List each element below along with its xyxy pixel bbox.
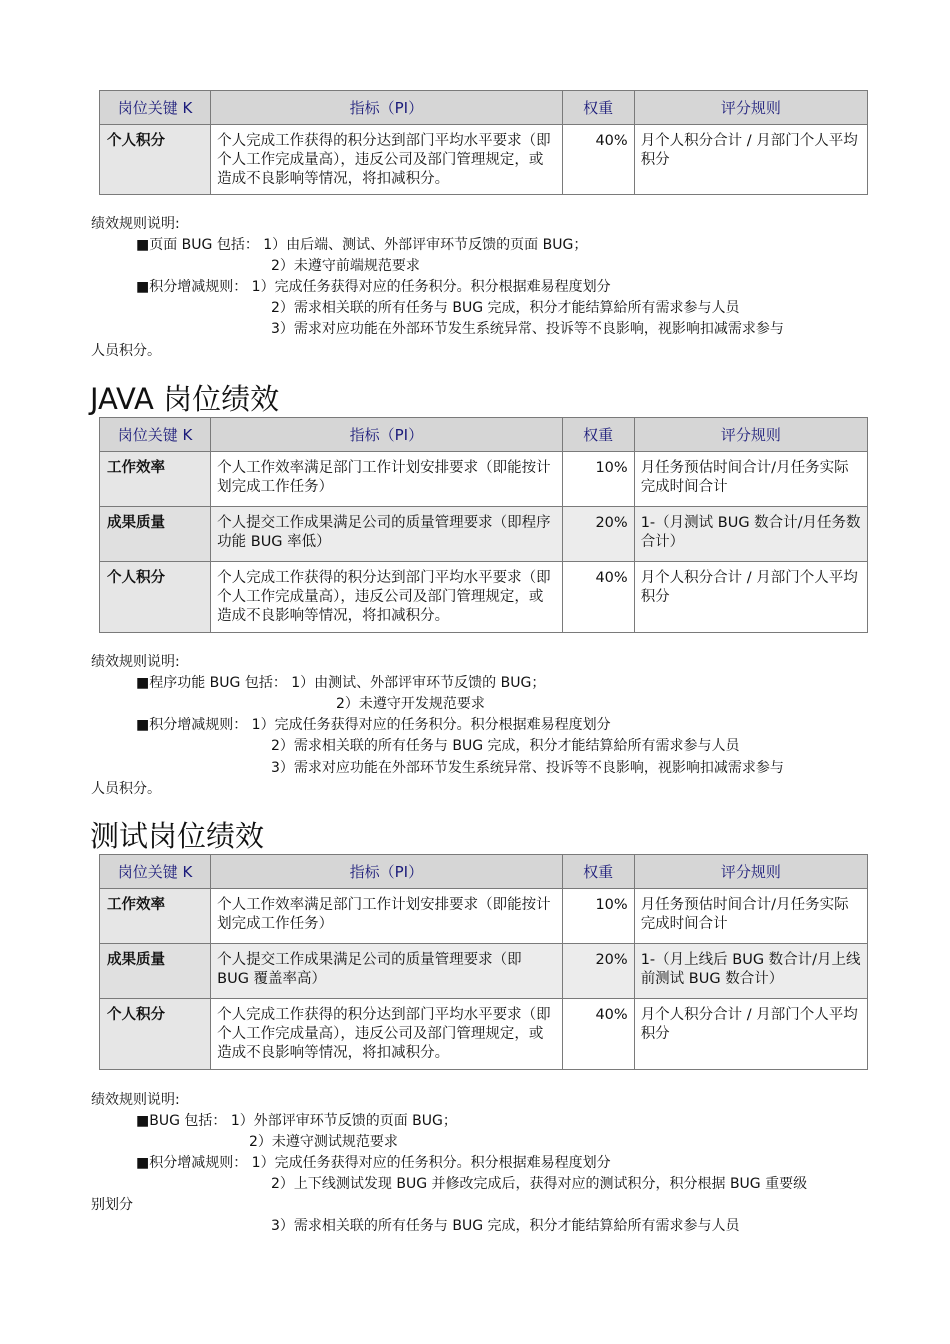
header-key: 岗位关键 K bbox=[100, 418, 211, 452]
cell-rule: 月个人积分合计 / 月部门个人平均积分 bbox=[634, 562, 867, 633]
kpi-table-test bbox=[99, 854, 868, 1070]
cell-indicator: 个人完成工作获得的积分达到部门平均水平要求（即个人工作完成量高），违反公司及部门管理规定，或造成不良影响等情况，将扣减积分。 bbox=[211, 999, 562, 1070]
cell-indicator: 个人工作效率满足部门工作计划安排要求（即能按计划完成工作任务） bbox=[211, 889, 562, 944]
cell-rule: 1-（月测试 BUG 数合计/月任务数合计） bbox=[634, 507, 867, 562]
notes-line: 3）需求对应功能在外部环节发生系统异常、投诉等不良影响，视影响扣减需求参与 bbox=[271, 760, 784, 776]
cell-weight: 20% bbox=[562, 944, 634, 999]
table-header-row bbox=[100, 418, 868, 452]
notes-line: ■程序功能 BUG 包括： 1）由测试、外部评审环节反馈的 BUG； bbox=[136, 675, 546, 691]
notes-line: 2）未遵守前端规范要求 bbox=[271, 258, 420, 274]
cell-key: 个人积分 bbox=[100, 562, 211, 633]
header-rule: 评分规则 bbox=[634, 418, 867, 452]
notes-line: ■积分增减规则： 1）完成任务获得对应的任务积分。积分根据难易程度划分 bbox=[136, 717, 611, 733]
section-title-test: 测试岗位绩效 bbox=[90, 819, 265, 853]
notes-title: 绩效规则说明: bbox=[91, 216, 180, 232]
table-header-row bbox=[100, 91, 868, 125]
cell-rule: 月个人积分合计 / 月部门个人平均积分 bbox=[634, 999, 867, 1070]
header-indicator: 指标（PI） bbox=[211, 91, 562, 125]
cell-rule: 1-（月上线后 BUG 数合计/月上线前测试 BUG 数合计） bbox=[634, 944, 867, 999]
table-row bbox=[100, 889, 868, 944]
cell-rule: 月个人积分合计 / 月部门个人平均积分 bbox=[634, 125, 867, 195]
cell-rule: 月任务预估时间合计/月任务实际完成时间合计 bbox=[634, 889, 867, 944]
cell-rule: 月任务预估时间合计/月任务实际完成时间合计 bbox=[634, 452, 867, 507]
table-row bbox=[100, 125, 868, 195]
notes-line: 人员积分。 bbox=[91, 343, 161, 359]
cell-key: 个人积分 bbox=[100, 999, 211, 1070]
table-row bbox=[100, 452, 868, 507]
cell-weight: 20% bbox=[562, 507, 634, 562]
cell-weight: 10% bbox=[562, 889, 634, 944]
cell-weight: 10% bbox=[562, 452, 634, 507]
cell-weight: 40% bbox=[562, 999, 634, 1070]
notes-title: 绩效规则说明: bbox=[91, 1092, 180, 1108]
notes-line: 2）未遵守测试规范要求 bbox=[249, 1134, 398, 1150]
notes-line: 3）需求相关联的所有任务与 BUG 完成，积分才能结算給所有需求参与人员 bbox=[271, 1218, 740, 1234]
table-row bbox=[100, 999, 868, 1070]
cell-indicator: 个人完成工作获得的积分达到部门平均水平要求（即个人工作完成量高），违反公司及部门管理规定，或造成不良影响等情况，将扣减积分。 bbox=[211, 125, 562, 195]
cell-indicator: 个人提交工作成果满足公司的质量管理要求（即 BUG 覆盖率高） bbox=[211, 944, 562, 999]
table-row bbox=[100, 562, 868, 633]
table-header-row bbox=[100, 855, 868, 889]
notes-line: 人员积分。 bbox=[91, 781, 161, 797]
notes-line: 2）需求相关联的所有任务与 BUG 完成，积分才能结算給所有需求参与人员 bbox=[271, 300, 740, 316]
cell-key: 工作效率 bbox=[100, 452, 211, 507]
header-indicator: 指标（PI） bbox=[211, 418, 562, 452]
notes-line: 2）上下线测试发现 BUG 并修改完成后，获得对应的测试积分，积分根据 BUG 重要级 bbox=[271, 1176, 808, 1192]
cell-indicator: 个人工作效率满足部门工作计划安排要求（即能按计划完成工作任务） bbox=[211, 452, 562, 507]
cell-indicator: 个人完成工作获得的积分达到部门平均水平要求（即个人工作完成量高），违反公司及部门管理规定，或造成不良影响等情况，将扣减积分。 bbox=[211, 562, 562, 633]
cell-indicator: 个人提交工作成果满足公司的质量管理要求（即程序功能 BUG 率低） bbox=[211, 507, 562, 562]
notes-line: ■BUG 包括： 1）外部评审环节反馈的页面 BUG； bbox=[136, 1113, 457, 1129]
cell-key: 成果质量 bbox=[100, 507, 211, 562]
notes-line: 2）未遵守开发规范要求 bbox=[336, 696, 485, 712]
notes-line: ■页面 BUG 包括： 1）由后端、测试、外部评审环节反馈的页面 BUG； bbox=[136, 237, 588, 253]
notes-line: ■积分增减规则： 1）完成任务获得对应的任务积分。积分根据难易程度划分 bbox=[136, 279, 611, 295]
header-rule: 评分规则 bbox=[634, 91, 867, 125]
notes-title: 绩效规则说明: bbox=[91, 654, 180, 670]
header-key: 岗位关键 K bbox=[100, 855, 211, 889]
header-weight: 权重 bbox=[562, 91, 634, 125]
cell-key: 工作效率 bbox=[100, 889, 211, 944]
notes-line: 2）需求相关联的所有任务与 BUG 完成，积分才能结算給所有需求参与人员 bbox=[271, 738, 740, 754]
header-weight: 权重 bbox=[562, 418, 634, 452]
header-weight: 权重 bbox=[562, 855, 634, 889]
notes-line: 3）需求对应功能在外部环节发生系统异常、投诉等不良影响，视影响扣减需求参与 bbox=[271, 321, 784, 337]
cell-weight: 40% bbox=[562, 125, 634, 195]
header-indicator: 指标（PI） bbox=[211, 855, 562, 889]
notes-line: 别划分 bbox=[91, 1197, 133, 1213]
header-rule: 评分规则 bbox=[634, 855, 867, 889]
cell-key: 个人积分 bbox=[100, 125, 211, 195]
section-title-java: JAVA 岗位绩效 bbox=[90, 382, 280, 416]
table-row bbox=[100, 507, 868, 562]
kpi-table-frontend bbox=[99, 90, 868, 195]
cell-weight: 40% bbox=[562, 562, 634, 633]
kpi-table-java bbox=[99, 417, 868, 633]
notes-line: ■积分增减规则： 1）完成任务获得对应的任务积分。积分根据难易程度划分 bbox=[136, 1155, 611, 1171]
table-row bbox=[100, 944, 868, 999]
cell-key: 成果质量 bbox=[100, 944, 211, 999]
header-key: 岗位关键 K bbox=[100, 91, 211, 125]
